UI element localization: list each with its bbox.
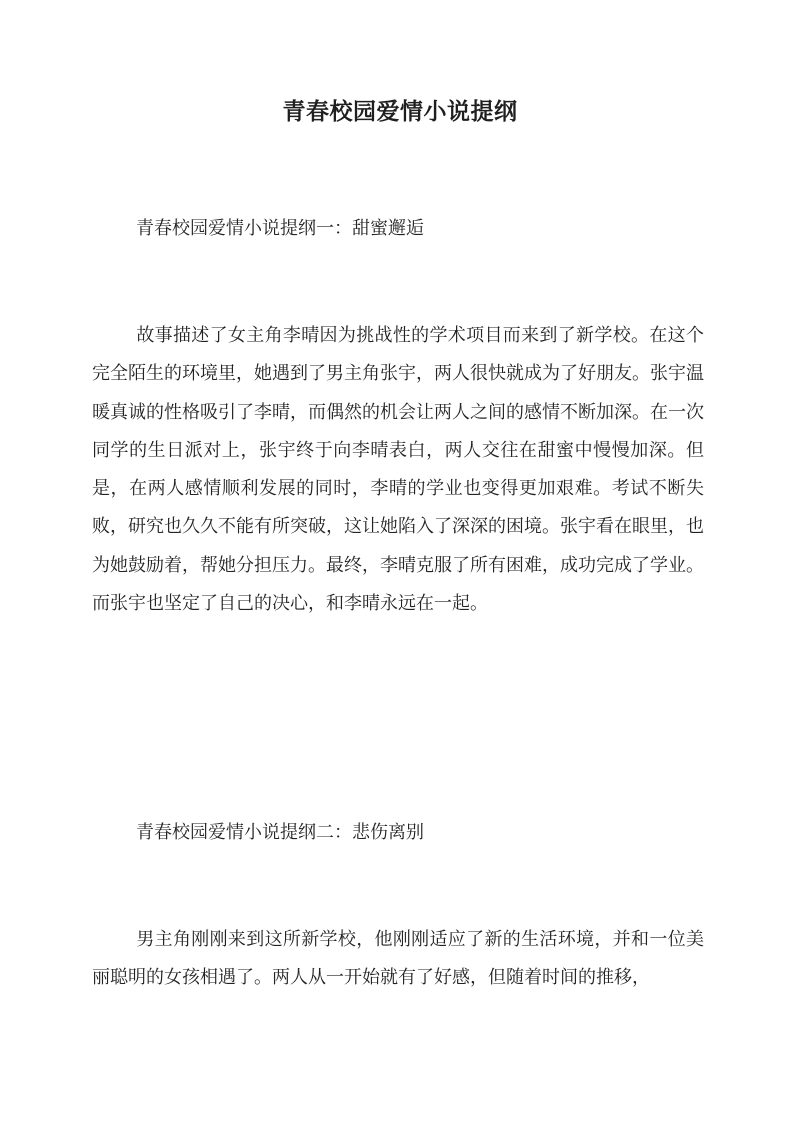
section-paragraph: [92, 921, 704, 998]
document-title: 青春校园爱情小说提纲: [282, 98, 518, 125]
paragraph-text: 故事描述了女主角李晴因为挑战性的学术项目而来到了新学校。在这个完全陌生的环境里，她遇到了男主角张宇，两人很快就成为了好朋友。张宇温暖真诚的性格吸引了李晴，而偶然的机会让两人之间的感情不断加深。在一次同学的生日派对上，张宇终于向李晴表白，两人交往在甜蜜中慢慢加深。但是，在两人感情顺利发展的同时，李晴的学业也变得更加艰难。考试不断失败，研究也久久不能有所突破，这让她陷入了深深的困境。张宇看在眼里，也为她鼓励着，帮她分担压力。最终，李晴克服了所有困难，成功完成了学业。而张宇也坚定了自己的决心，和李晴永远在一起。: [92, 325, 704, 615]
section-heading: 青春校园爱情小说提纲二：悲伤离别: [136, 822, 424, 843]
section-heading: 青春校园爱情小说提纲一：甜蜜邂逅: [136, 218, 424, 239]
section-paragraph: [92, 317, 704, 623]
paragraph-text: 男主角刚刚来到这所新学校，他刚刚适应了新的生活环境，并和一位美丽聪明的女孩相遇了。两人从一开始就有了好感，但随着时间的推移，: [92, 929, 704, 989]
